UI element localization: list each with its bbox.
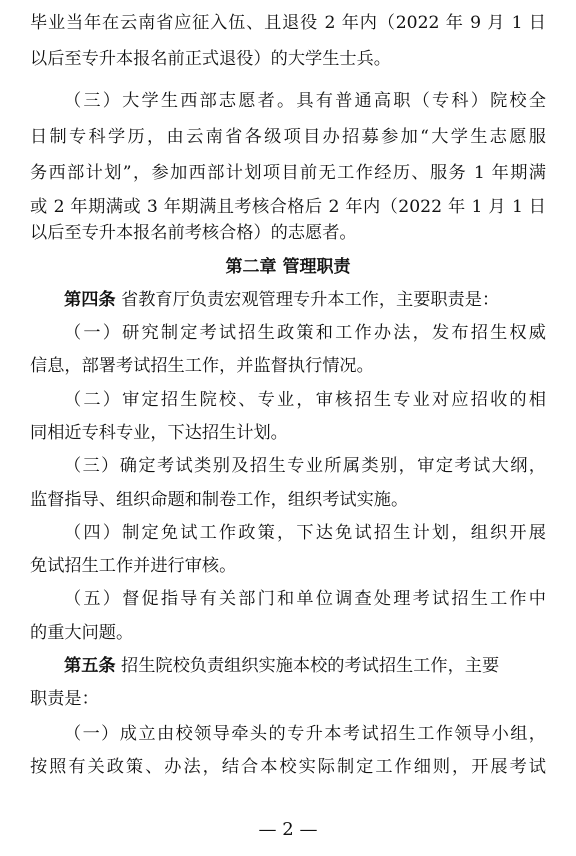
article-4-item-line: （五）督促指导有关部门和单位调查处理考试招生工作中 — [64, 589, 546, 609]
article-4-item-line: 信息，部署考试招生工作，并监督执行情况。 — [30, 356, 374, 376]
body-line: 日制专科学历，由云南省各级项目办招募参加“大学生志愿服 — [30, 127, 546, 147]
article-5-item-line: 按照有关政策、办法，结合本校实际制定工作细则，开展考试 — [30, 757, 546, 777]
body-line: 以后至专升本报名前考核合格）的志愿者。 — [30, 223, 357, 243]
article-4-item-line: （二）审定招生院校、专业，审核招生专业对应招收的相 — [64, 390, 546, 410]
article-4-item-line: 同相近专科专业，下达招生计划。 — [30, 423, 288, 443]
article-5-item-line: （一）成立由校领导牵头的专升本考试招生工作领导小组， — [64, 724, 546, 744]
article-5-continuation: 职责是： — [30, 689, 99, 709]
article-4-item-line: 的重大问题。 — [30, 623, 134, 643]
article-4-item-line: 免试招生工作并进行审核。 — [30, 556, 237, 576]
body-line: 以后至专升本报名前正式退役）的大学生士兵。 — [30, 49, 391, 69]
article-4-text: 省教育厅负责宏观管理专升本工作，主要职责是： — [115, 290, 500, 310]
body-line: 毕业当年在云南省应征入伍、且退役 2 年内（2022 年 9 月 1 日 — [30, 13, 546, 33]
article-4-paragraph — [64, 283, 546, 317]
body-line: 务西部计划”，参加西部计划项目前无工作经历、服务 1 年期满 — [30, 163, 546, 183]
article-4-item-line: （一）研究制定考试招生政策和工作办法，发布招生权威 — [64, 323, 546, 343]
article-4-item-line: 监督指导、组织命题和制卷工作，组织考试实施。 — [30, 490, 409, 510]
chapter-heading: 第二章 管理职责 — [225, 257, 351, 277]
article-4-item-line: （四）制定免试工作政策，下达免试招生计划，组织开展 — [64, 523, 546, 543]
article-5-text: 招生院校负责组织实施本校的考试招生工作，主要 — [115, 656, 500, 676]
body-line: （三）大学生西部志愿者。具有普通高职（专科）院校全 — [64, 91, 546, 111]
article-5-paragraph — [64, 649, 546, 683]
page-number: — 2 — — [258, 819, 318, 840]
article-4-item-line: （三）确定考试类别及招生专业所属类别，审定考试大纲， — [64, 456, 546, 476]
article-5-label: 第五条 — [64, 656, 116, 676]
body-line: 或 2 年期满或 3 年期满且考核合格后 2 年内（2022 年 1 月 1 日 — [30, 197, 546, 217]
article-4-label: 第四条 — [64, 290, 116, 310]
